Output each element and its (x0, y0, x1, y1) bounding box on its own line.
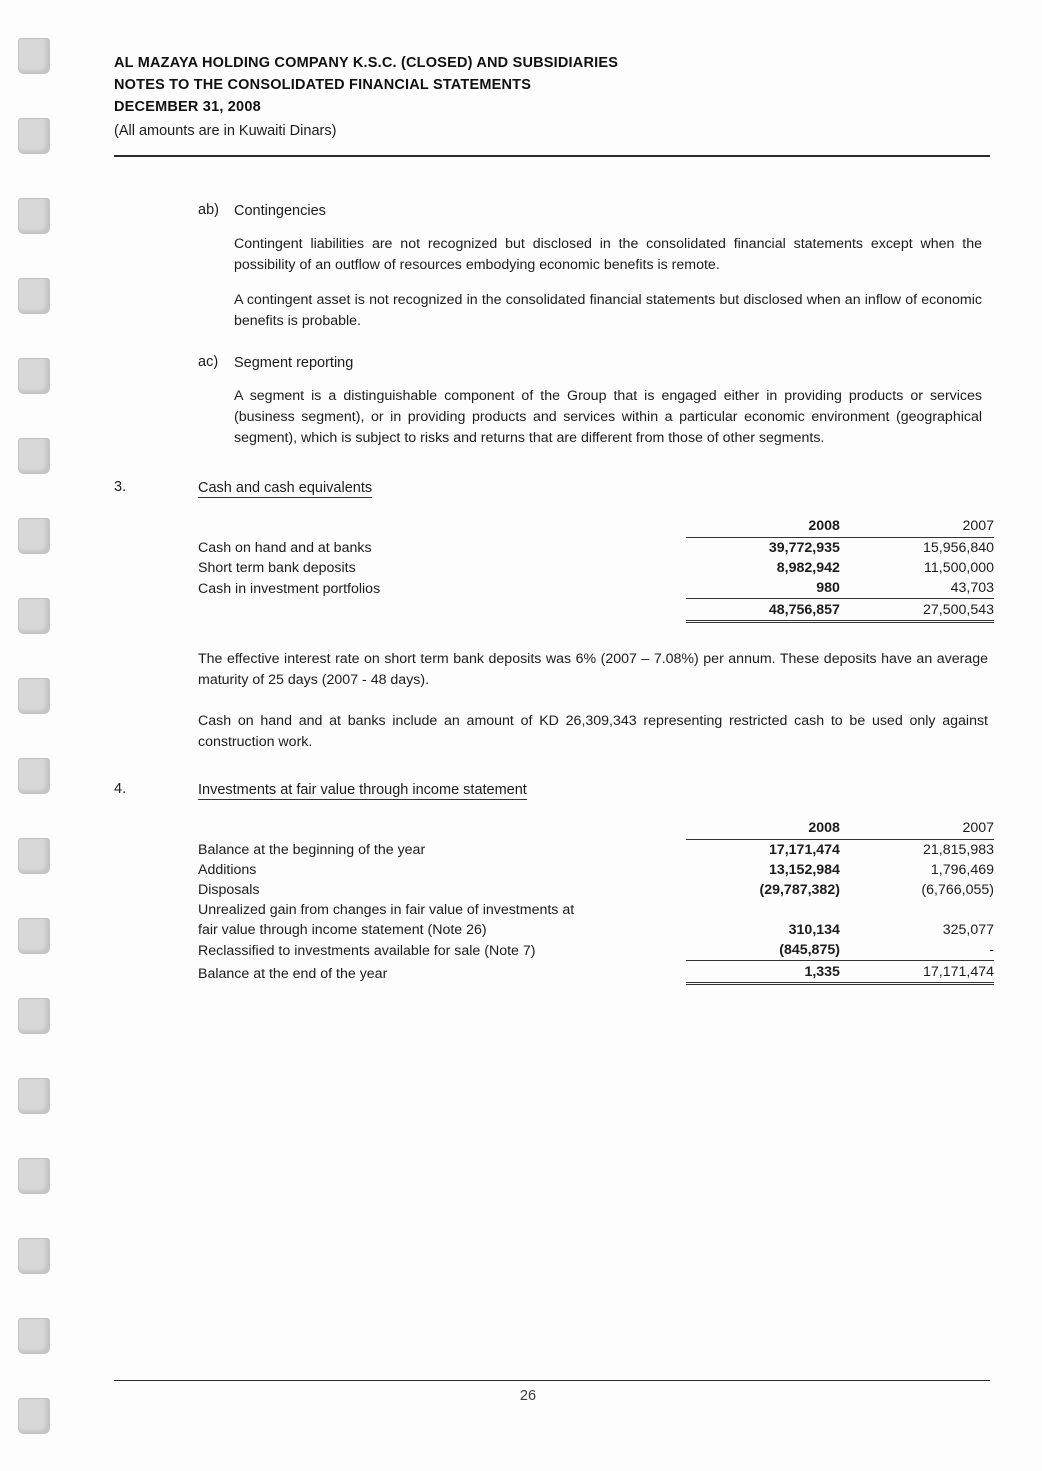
binder-hole (18, 918, 50, 954)
row-label: fair value through income statement (Note 26) (198, 922, 487, 938)
document-header (114, 52, 994, 143)
policy-ab-title: Contingencies (234, 203, 326, 219)
policy-ac-paragraph-1: A segment is a distinguishable component of the Group that is engaged either in providing products or services (business segment), or in providing products and services within a particular economic environment (geographical segment), which is subject to risks and returns that are different from those of other segments. (234, 388, 982, 446)
policy-ab-paragraph-1: Contingent liabilities are not recognized but disclosed in the consolidated financial statements except when the possibility of an outflow of resources embodying economic benefits is remote. (234, 236, 982, 273)
table-header-row (198, 818, 994, 840)
column-header-2008: 2008 (686, 516, 840, 538)
note-3-table (198, 516, 994, 623)
document-date: DECEMBER 31, 2008 (114, 99, 261, 115)
table-row (198, 940, 994, 961)
note-3 (114, 479, 994, 498)
binder-hole (18, 198, 50, 234)
page-number: 26 (519, 1388, 537, 1404)
row-value-2007 (840, 900, 994, 920)
binder-hole (18, 758, 50, 794)
row-label: Cash on hand and at banks (198, 540, 372, 556)
binder-hole (18, 38, 50, 74)
currency-note: (All amounts are in Kuwaiti Dinars) (114, 123, 337, 139)
note-3-number: 3. (114, 479, 127, 495)
note-4-number: 4. (114, 781, 127, 797)
total-value-2008: 1,335 (686, 961, 840, 984)
company-name: AL MAZAYA HOLDING COMPANY K.S.C. (CLOSED) AND SUBSIDIARIES (114, 55, 619, 71)
binder-hole (18, 1158, 50, 1194)
row-value-2008: (29,787,382) (759, 882, 840, 898)
row-value-2008: 13,152,984 (768, 862, 840, 878)
policy-ac-marker: ac) (198, 354, 219, 370)
binder-hole (18, 838, 50, 874)
table-row (198, 840, 994, 861)
policy-ab-paragraph-2: A contingent asset is not recognized in the consolidated financial statements but disclosed when an inflow of economic benefits is probable. (234, 292, 982, 329)
note-3-paragraph-2: Cash on hand and at banks include an amount of KD 26,309,343 representing restricted cash to be used only against construction work. (198, 713, 988, 750)
row-value-2008: (845,875) (779, 942, 840, 958)
table-row (198, 880, 994, 900)
note-4 (114, 781, 994, 800)
binder-hole (18, 1078, 50, 1114)
total-label (198, 599, 686, 622)
page-content (78, 0, 1042, 1471)
table-row (198, 860, 994, 880)
binder-hole (18, 278, 50, 314)
total-value-2008: 48,756,857 (686, 599, 840, 622)
column-header-2007: 2007 (840, 818, 994, 840)
table-total-row (198, 599, 994, 622)
note-3-title: Cash and cash equivalents (198, 480, 373, 496)
row-label: Disposals (198, 882, 260, 898)
table-row (198, 920, 994, 940)
row-value-2008: 980 (816, 580, 840, 596)
row-value-2007: 15,956,840 (922, 540, 994, 556)
row-value-2008: 310,134 (788, 922, 840, 938)
row-value-2008: 8,982,942 (776, 560, 840, 576)
row-value-2007: 1,796,469 (930, 862, 994, 878)
row-value-2007: - (989, 942, 994, 958)
row-value-2007: 11,500,000 (924, 560, 994, 576)
table-row (198, 578, 994, 599)
table-row (198, 538, 994, 559)
binder-holes-strip (0, 0, 78, 1471)
binder-hole (18, 1238, 50, 1274)
table-total-row (198, 961, 994, 984)
table-row (198, 900, 994, 920)
document-title: NOTES TO THE CONSOLIDATED FINANCIAL STATEMENTS (114, 77, 532, 93)
row-value-2008: 17,171,474 (768, 842, 840, 858)
total-value-2007: 27,500,543 (840, 599, 994, 622)
binder-hole (18, 518, 50, 554)
note-3-paragraph-1: The effective interest rate on short term bank deposits was 6% (2007 – 7.08%) per annum. These deposits have an average maturity of 25 days (2007 - 48 days). (198, 651, 988, 688)
row-value-2007: (6,766,055) (921, 882, 994, 898)
binder-hole (18, 118, 50, 154)
row-label: Balance at the beginning of the year (198, 842, 426, 858)
table-row (198, 558, 994, 578)
row-label: Unrealized gain from changes in fair value of investments at (198, 902, 575, 918)
binder-hole (18, 1398, 50, 1434)
header-divider (114, 155, 990, 157)
policy-ab (114, 202, 994, 220)
binder-hole (18, 998, 50, 1034)
row-value-2007: 21,815,983 (922, 842, 994, 858)
table-header-label (198, 818, 686, 840)
row-value-2007: 325,077 (942, 922, 994, 938)
row-label: Short term bank deposits (198, 560, 356, 576)
row-value-2008 (686, 900, 840, 920)
document-body (114, 188, 994, 985)
row-value-2008: 39,772,935 (768, 540, 840, 556)
row-label: Cash in investment portfolios (198, 580, 381, 597)
policy-ac (114, 354, 994, 372)
table-header-label (198, 516, 686, 538)
binder-hole (18, 598, 50, 634)
binder-hole (18, 358, 50, 394)
table-header-row (198, 516, 994, 538)
note-4-table (198, 818, 994, 985)
binder-hole (18, 438, 50, 474)
policy-ac-title: Segment reporting (234, 355, 354, 371)
column-header-2008: 2008 (686, 818, 840, 840)
total-label: Balance at the end of the year (198, 965, 388, 982)
column-header-2007: 2007 (840, 516, 994, 538)
policy-ab-marker: ab) (198, 202, 219, 218)
total-value-2007: 17,171,474 (840, 961, 994, 984)
footer-divider (114, 1380, 990, 1381)
binder-hole (18, 1318, 50, 1354)
row-value-2007: 43,703 (950, 580, 994, 596)
note-4-title: Investments at fair value through income statement (198, 782, 527, 798)
row-label: Reclassified to investments available for sale (Note 7) (198, 942, 536, 959)
binder-hole (18, 678, 50, 714)
row-label: Additions (198, 862, 257, 878)
